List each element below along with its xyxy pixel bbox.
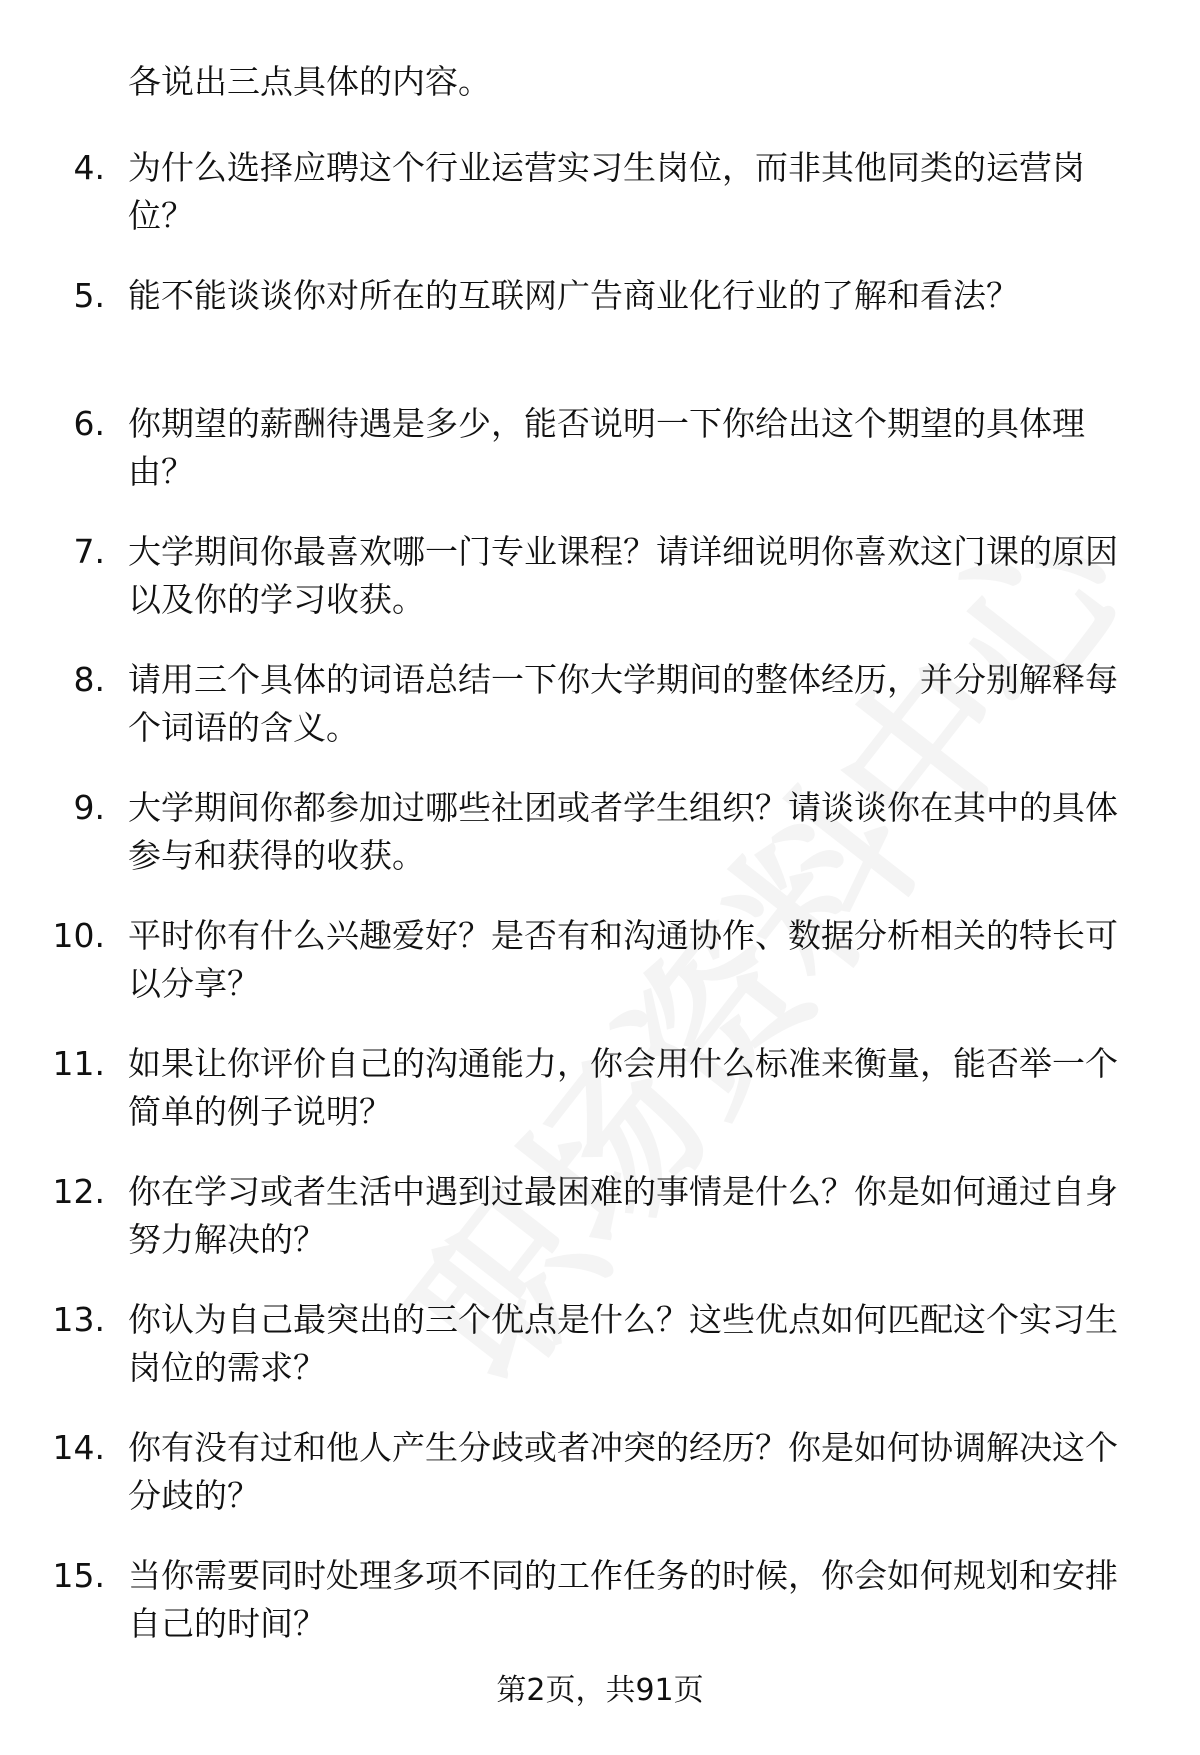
question-text: 你认为自己最突出的三个优点是什么？这些优点如何匹配这个实习生岗位的需求？: [128, 1300, 1118, 1387]
page-footer: 第2页，共91页: [496, 1673, 704, 1708]
question-item: [0, 656, 1200, 784]
question-text: 平时你有什么兴趣爱好？是否有和沟通协作、数据分析相关的特长可以分享？: [128, 916, 1118, 1003]
question-list: [0, 144, 1200, 1680]
question-text: 你期望的薪酬待遇是多少，能否说明一下你给出这个期望的具体理由？: [128, 404, 1085, 491]
question-item: [0, 272, 1200, 400]
question-number: 13.: [52, 1300, 105, 1339]
question-number: 12.: [52, 1172, 105, 1211]
question-number: 7.: [73, 532, 105, 571]
question-item: [0, 784, 1200, 912]
continuation-text: 各说出三点具体的内容。: [128, 62, 491, 101]
question-number: 14.: [52, 1428, 105, 1467]
question-item: [0, 400, 1200, 528]
question-number: 9.: [73, 788, 105, 827]
question-number: 5.: [73, 276, 105, 315]
question-number: 11.: [52, 1044, 105, 1083]
question-item: [0, 1296, 1200, 1424]
question-text: 你有没有过和他人产生分歧或者冲突的经历？你是如何协调解决这个分歧的？: [128, 1428, 1118, 1515]
question-text: 为什么选择应聘这个行业运营实习生岗位，而非其他同类的运营岗位？: [128, 148, 1085, 235]
question-number: 15.: [52, 1556, 105, 1595]
question-item: [0, 912, 1200, 1040]
question-number: 8.: [73, 660, 105, 699]
question-text: 能不能谈谈你对所在的互联网广告商业化行业的了解和看法？: [128, 276, 1019, 315]
question-text: 当你需要同时处理多项不同的工作任务的时候，你会如何规划和安排自己的时间？: [128, 1556, 1118, 1643]
question-item: [0, 1168, 1200, 1296]
question-text: 你在学习或者生活中遇到过最困难的事情是什么？你是如何通过自身努力解决的？: [128, 1172, 1118, 1259]
question-text: 大学期间你都参加过哪些社团或者学生组织？请谈谈你在其中的具体参与和获得的收获。: [128, 788, 1118, 875]
question-item: [0, 528, 1200, 656]
question-text: 大学期间你最喜欢哪一门专业课程？请详细说明你喜欢这门课的原因以及你的学习收获。: [128, 532, 1118, 619]
question-item: [0, 144, 1200, 272]
question-item: [0, 1040, 1200, 1168]
question-item: [0, 1552, 1200, 1680]
question-text: 如果让你评价自己的沟通能力，你会用什么标准来衡量，能否举一个简单的例子说明？: [128, 1044, 1118, 1131]
question-text: 请用三个具体的词语总结一下你大学期间的整体经历，并分别解释每个词语的含义。: [128, 660, 1118, 747]
question-number: 6.: [73, 404, 105, 443]
question-item: [0, 1424, 1200, 1552]
question-number: 4.: [73, 148, 105, 187]
question-number: 10.: [52, 916, 105, 955]
